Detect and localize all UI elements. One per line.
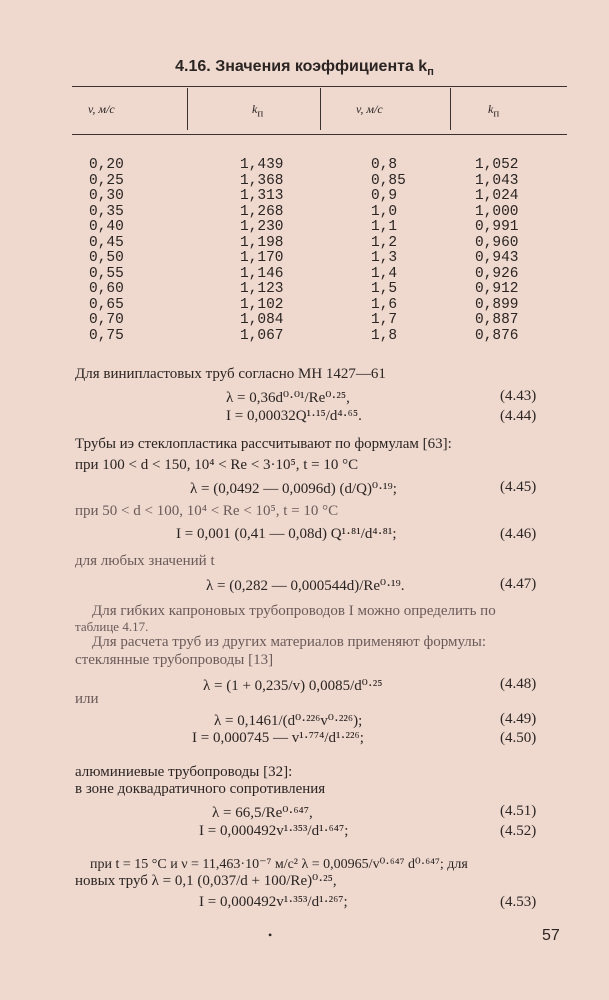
table-cell: 0,899 bbox=[475, 296, 519, 313]
table-cell: 0,85 bbox=[371, 172, 406, 189]
formula: I = 0,00032Q¹·¹⁵/d⁴·⁶⁵. bbox=[226, 408, 362, 424]
table-cell: 0,65 bbox=[89, 296, 124, 313]
table-cell: 0,70 bbox=[89, 312, 124, 328]
table-cell: 1,102 bbox=[240, 296, 284, 313]
page-number: 57 bbox=[542, 927, 560, 944]
paragraph-line: новых труб λ = 0,1 (0,037/d + 100/Re)⁰·²⁵, bbox=[75, 873, 337, 889]
table-cell: 1,313 bbox=[240, 188, 284, 204]
table-cell: 1,1 bbox=[371, 219, 398, 235]
formula: I = 0,001 (0,41 — 0,08d) Q¹·⁸¹/d⁴·⁸¹; bbox=[176, 526, 397, 542]
column-velocity-2 bbox=[371, 158, 406, 344]
table-divider bbox=[187, 88, 188, 130]
table-cell: 1,000 bbox=[475, 203, 519, 220]
paragraph-line: стеклянные трубопроводы [13] bbox=[75, 652, 274, 668]
table-cell: 0,30 bbox=[89, 188, 124, 204]
table-cell: 1,0 bbox=[371, 203, 398, 220]
table-cell: 0,887 bbox=[475, 312, 519, 328]
formula: λ = (0,0492 — 0,0096d) (d/Q)⁰·¹⁹; bbox=[190, 481, 397, 497]
table-cell: 0,55 bbox=[89, 265, 124, 282]
table-cell: 0,943 bbox=[475, 250, 519, 266]
formula: λ = (1 + 0,235/v) 0,0085/d⁰·²⁵ bbox=[203, 678, 383, 694]
paragraph-line: Для гибких капроновых трубопроводов I можно определить по bbox=[92, 603, 496, 619]
table-cell: 1,123 bbox=[240, 281, 284, 297]
equation-number: (4.53) bbox=[500, 894, 537, 910]
equation-number: (4.51) bbox=[500, 803, 537, 819]
table-cell: 1,7 bbox=[371, 312, 398, 328]
table-cell: 0,25 bbox=[89, 172, 124, 189]
table-cell: 1,2 bbox=[371, 234, 398, 251]
table-cell: 1,067 bbox=[240, 327, 284, 344]
table-top-rule bbox=[72, 86, 567, 87]
formula: I = 0,000492v¹·³⁵³/d¹·⁶⁴⁷; bbox=[199, 823, 349, 839]
equation-number: (4.52) bbox=[500, 823, 537, 839]
header-velocity-2: v, м/с bbox=[356, 102, 383, 116]
table-cell: 0,60 bbox=[89, 281, 124, 297]
equation-number: (4.44) bbox=[500, 408, 537, 424]
table-cell: 1,439 bbox=[240, 157, 284, 173]
table-cell: 1,084 bbox=[240, 312, 284, 328]
table-cell: 1,3 bbox=[371, 250, 398, 266]
equation-number: (4.48) bbox=[500, 676, 537, 692]
printer-mark: • bbox=[268, 928, 273, 942]
table-cell: 1,4 bbox=[371, 265, 398, 282]
table-cell: 0,991 bbox=[475, 219, 519, 235]
table-cell: 1,043 bbox=[475, 172, 519, 189]
table-cell: 0,50 bbox=[89, 250, 124, 266]
table-cell: 1,230 bbox=[240, 219, 284, 235]
paragraph-line: Для винипластовых труб согласно МН 1427—61 bbox=[75, 366, 386, 382]
equation-number: (4.47) bbox=[500, 576, 537, 592]
table-cell: 1,8 bbox=[371, 327, 398, 344]
equation-number: (4.43) bbox=[500, 388, 537, 404]
paragraph-line: при t = 15 °C и ν = 11,463·10⁻⁷ м/с² λ = 0,00965/v⁰·⁶⁴⁷ d⁰·⁶⁴⁷; для bbox=[90, 857, 468, 872]
paragraph-line: Для расчета труб из других материалов применяют формулы: bbox=[92, 634, 487, 650]
equation-number: (4.49) bbox=[500, 711, 537, 727]
table-cell: 0,876 bbox=[475, 327, 519, 344]
table-cell: 1,198 bbox=[240, 234, 284, 251]
equation-number: (4.46) bbox=[500, 526, 537, 542]
header-k-2: $k_п$ bbox=[488, 102, 500, 120]
table-cell: 0,9 bbox=[371, 188, 398, 204]
table-cell: 0,8 bbox=[371, 157, 398, 173]
paragraph-line: при 100 < d < 150, 10⁴ < Re < 3·10⁵, t = 10 °C bbox=[75, 457, 359, 473]
paragraph-line: в зоне доквадратичного сопротивления bbox=[75, 781, 326, 797]
paragraph-line: или bbox=[75, 691, 99, 707]
table-cell: 1,268 bbox=[240, 203, 284, 220]
equation-number: (4.50) bbox=[500, 730, 537, 746]
table-cell: 0,75 bbox=[89, 327, 124, 344]
formula: λ = 66,5/Re⁰·⁶⁴⁷, bbox=[212, 805, 313, 821]
column-k-1 bbox=[240, 158, 284, 344]
paragraph-line: Трубы иэ стеклопластика рассчитывают по формулам [63]: bbox=[75, 436, 452, 452]
table-cell: 0,40 bbox=[89, 219, 124, 235]
equation-number: (4.45) bbox=[500, 479, 537, 495]
formula: I = 0,000492v¹·³⁵³/d¹·²⁶⁷; bbox=[199, 894, 348, 910]
paragraph-line: при 50 < d < 100, 10⁴ < Re < 10⁵, t = 10 °C bbox=[75, 503, 339, 519]
table-cell: 1,024 bbox=[475, 188, 519, 204]
table-cell: 1,052 bbox=[475, 157, 519, 173]
paragraph-line: алюминиевые трубопроводы [32]: bbox=[75, 764, 293, 780]
table-cell: 0,35 bbox=[89, 203, 124, 220]
table-cell: 1,368 bbox=[240, 172, 284, 189]
table-cell: 0,45 bbox=[89, 234, 124, 251]
paragraph-line: для любых значений t bbox=[75, 553, 215, 569]
table-divider bbox=[320, 88, 321, 130]
table-cell: 0,912 bbox=[475, 281, 519, 297]
table-cell: 1,146 bbox=[240, 265, 284, 282]
table-title: 4.16. Значения коэффициента $k_п$ bbox=[175, 58, 434, 79]
table-header-rule bbox=[72, 134, 567, 135]
table-cell: 1,6 bbox=[371, 296, 398, 313]
table-cell: 1,170 bbox=[240, 250, 284, 266]
table-cell: 0,960 bbox=[475, 234, 519, 251]
table-cell: 1,5 bbox=[371, 281, 398, 297]
table-cell: 0,20 bbox=[89, 157, 124, 173]
formula: I = 0,000745 — v¹·⁷⁷⁴/d¹·²²⁶; bbox=[192, 730, 364, 746]
column-velocity-1 bbox=[89, 158, 124, 344]
table-cell: 0,926 bbox=[475, 265, 519, 282]
formula: λ = 0,1461/(d⁰·²²⁶v⁰·²²⁶); bbox=[214, 713, 363, 729]
formula: λ = 0,36d⁰·⁰¹/Re⁰·²⁵, bbox=[226, 390, 350, 406]
column-k-2 bbox=[475, 158, 519, 344]
header-k-1: $k_п$ bbox=[252, 102, 264, 120]
paragraph-line: таблице 4.17. bbox=[75, 619, 149, 634]
table-divider bbox=[450, 88, 451, 130]
header-velocity-1: v, м/с bbox=[88, 102, 115, 116]
formula: λ = (0,282 — 0,000544d)/Re⁰·¹⁹. bbox=[206, 578, 405, 594]
